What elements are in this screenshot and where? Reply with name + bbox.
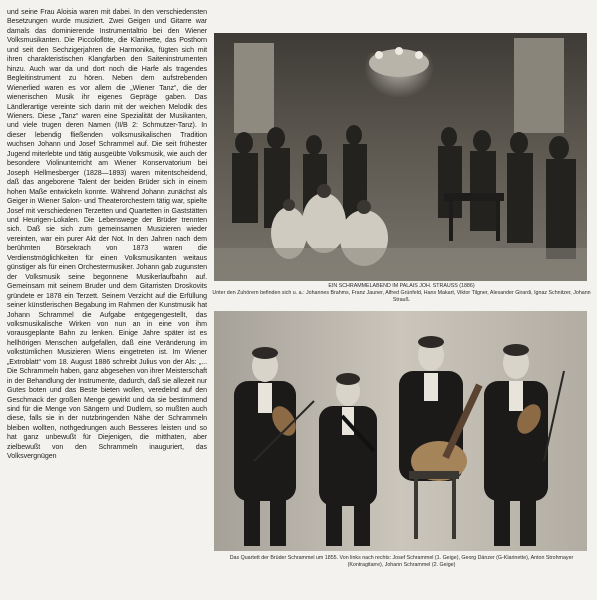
figure2-caption: Das Quartett der Brüder Schrammel um 1855. Von links nach rechts: Josef Schrammel (1. Geige), Georg Dänzer (G-Klarinette), Anton Strohmayer (Kontragitarre), Johann Schrammel (2. Geige) [229,555,574,568]
article-body-text: und seine Frau Aloisia waren mit dabei. In den verschiedensten Besetzungen wurde musiziert. Zwei Geigen und Gitarre war damals das dominierende Instrumentaltrio bei den Wiener Volksmusikanten. Die Piccoloflöte, die Klarinette, das Posthorn und seit den Sechzigerjahren die Harmonika, fügten sich mit ihren charakteristischen Klangfarben den Saiteninstrumenten hinzu. Auch war da und dort noch die Harfe als tragendes Begleitinstrument zu hören. Neben dem aufstrebenden Wienerlied waren es vor allem die „Wiener Tanz“, die der wienerischen Musik ihr eigenes Gepräge gaben. Das Ländlerartige vereinte sich darin mit der weichen Melodik des Wieners. Diese „Tanz“ waren eine Spezialität der Musikanten, und viele trugen deren Namen (II/B 2: Schmutzer-Tanz). In dieser lebendig fließenden volksmusikalischen Tradition wuchsen Johann und Josef Schrammel auf. Die seit frühester Jugend miterlebte und tätig ausgeübte Volksmusik, wie auch der besondere Violinunterricht am Wiener Konservatorium bei Joseph Hellmesberger (1828—1893) waren mitentscheidend, daß das angeborene Talent der beiden Brüder sich in einem hohen Maße entwickeln konnte. Während Johann zunächst als Geiger in Wiener Salon- und Theaterorchestern tätig war, spielte Josef mit verschiedenen Terzetten und Quartetten in Gaststätten und Heurigen-Lokalen. Die Lebenswege der Brüder trennten sich. Daß sie sich zum gemeinsamen Musizieren wieder vereinten, war ein purer Akt der Not. In den Jahren nach dem berühmten Börsekrach von 1873 waren die Verdienstmöglichkeiten für einen Volksmusikanten weitaus günstiger als für einen Orchestermusiker. Johann gab zugunsten der Volksmusik seine begonnene Musikerlaufbahn auf. Gemeinsam mit seinem Bruder und dem Gitarristen Droskovits gründete er 1878 ein Terzett. Seinem Verzicht auf die Erfüllung seiner künstlerischen Begabung im Rahmen der Kunstmusik hat Johann Schrammel die Aufgabe entgegengestellt, das volksmusikalische Wirken von nun an in eine von ihm vorausgeplante Bahn zu lenken. Einige Jahre später ist es hellhörigen Menschen aufgefallen, daß eine Veränderung im volkstümlichen Musizieren Wiens eingetreten ist. Im Wiener „Extroblatt“ vom 18. August 1886 schreibt Julius von der Als: „... Die Schrammeln haben, ganz abgesehen von ihrer Meisterschaft in der Behandlung der Instrumente, dadurch, daß sie allezeit nur Gutes boten und das Beste bieten wollen, veredelnd auf den Geschmack der großen Menge gewirkt und da sie bestimmend sind für die Menge von Sängern und Dudlern, so mußten auch diese, falls sie in der nutzbringenden Nähe der Schrammeln bleiben wollten, nothgedrungen auch Besseres leisten und so hat ganz unbewußt für Diejenigen, die mitthaten, aber zielbewußt von den Schrammeln inauguriert, das Volksvergnügen [7,9,207,461]
schrammelabend-photo-image [214,33,587,281]
article-body-column [7,8,207,596]
quartet-photo [214,311,587,551]
quartet-photo-image [214,311,587,551]
figure1-caption [212,283,591,304]
schrammelabend-photo [214,33,587,281]
figure1-caption-text: Unter den Zuhörern befinden sich u. a.: Johannes Brahms, Franz Jauner, Alfred Grünfeld, Hans Makart, Viktor Tilgner, Alexander Girardi, Ignaz Schnitzer, Johann Strauß. [212,290,591,303]
figure1-caption-title: EIN SCHRAMMELABEND IM PALAIS JOH. STRAUSS (1886) [328,283,475,289]
